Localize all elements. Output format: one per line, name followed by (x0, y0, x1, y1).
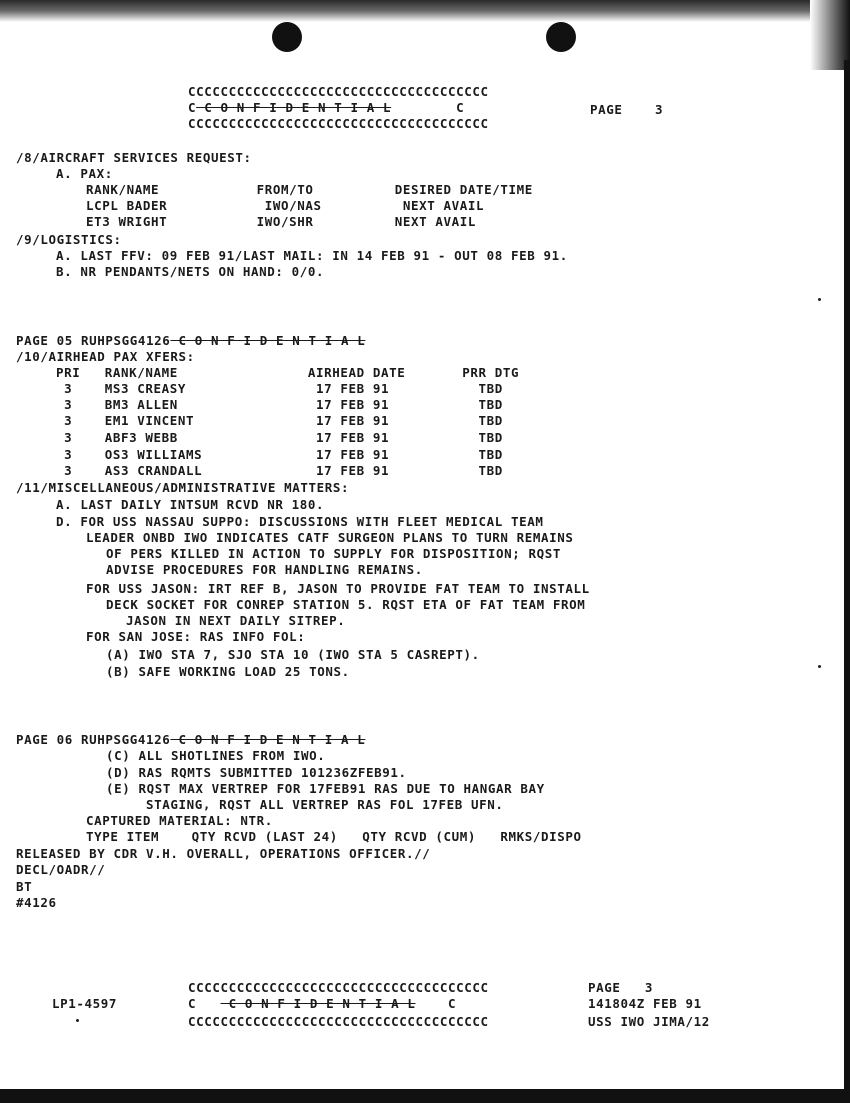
speck (818, 665, 821, 668)
text-line (588, 997, 702, 1011)
text-line (188, 997, 456, 1011)
line-text: LEADER ONBD IWO INDICATES CATF SURGEON PLANS TO TURN REMAINS (86, 530, 574, 545)
text-line (56, 431, 503, 445)
text-line (52, 997, 117, 1011)
line-text: FOR SAN JOSE: RAS INFO FOL: (86, 629, 306, 644)
line-text: ET3 WRIGHT IWO/SHR NEXT AVAIL (86, 214, 477, 229)
text-line (106, 648, 480, 662)
text-line (106, 598, 585, 612)
punch-hole-right (546, 22, 576, 52)
text-line (56, 382, 503, 396)
text-line (86, 531, 574, 545)
line-text: C (188, 996, 221, 1011)
line-text: A. LAST DAILY INTSUM RCVD NR 180. (56, 497, 325, 512)
text-line (86, 814, 273, 828)
text-line (16, 233, 122, 247)
line-text: B. NR PENDANTS/NETS ON HAND: 0/0. (56, 264, 325, 279)
classification-strikethrough: C O N F I D E N T I A L (196, 100, 392, 115)
text-line (16, 896, 57, 910)
text-line (86, 830, 582, 844)
text-line (188, 981, 489, 995)
text-line (106, 782, 545, 796)
speck (818, 298, 821, 301)
line-text: 141804Z FEB 91 (588, 996, 702, 1011)
line-text: /8/AIRCRAFT SERVICES REQUEST: (16, 150, 252, 165)
line-text: PRI RANK/NAME AIRHEAD DATE PRR DTG (56, 365, 520, 380)
classification-strikethrough: C O N F I D E N T I A L (220, 996, 416, 1011)
line-text: /9/LOGISTICS: (16, 232, 122, 247)
text-line (56, 398, 503, 412)
line-text: LCPL BADER IWO/NAS NEXT AVAIL (86, 198, 485, 213)
line-text: (E) RQST MAX VERTREP FOR 17FEB91 RAS DUE TO HANGAR BAY (106, 781, 545, 796)
text-line (56, 366, 519, 380)
line-text: PAGE 3 (590, 102, 664, 117)
text-line (86, 183, 533, 197)
line-text: BT (16, 879, 33, 894)
text-line (16, 481, 349, 495)
line-text: PAGE 06 RUHPSGG4126 (16, 732, 171, 747)
scan-top-edge (0, 0, 850, 22)
line-text-after: C (391, 100, 465, 115)
line-text: CCCCCCCCCCCCCCCCCCCCCCCCCCCCCCCCCCCCC (188, 84, 489, 99)
line-text: PAGE 3 (588, 980, 654, 995)
line-text: 3 ABF3 WEBB 17 FEB 91 TBD (56, 430, 503, 445)
scan-bottom-edge (0, 1089, 850, 1103)
text-line (56, 464, 503, 478)
line-text: C (188, 100, 197, 115)
text-line (86, 215, 476, 229)
line-text: #4126 (16, 895, 57, 910)
line-text: 3 OS3 WILLIAMS 17 FEB 91 TBD (56, 447, 503, 462)
classification-strikethrough: C O N F I D E N T I A L (170, 732, 366, 747)
text-line (56, 167, 113, 181)
text-line (126, 614, 345, 628)
text-line (588, 1015, 710, 1029)
line-text: CAPTURED MATERIAL: NTR. (86, 813, 273, 828)
line-text: DECK SOCKET FOR CONREP STATION 5. RQST ETA OF FAT TEAM FROM (106, 597, 586, 612)
line-text: USS IWO JIMA/12 (588, 1014, 710, 1029)
line-text: CCCCCCCCCCCCCCCCCCCCCCCCCCCCCCCCCCCCC (188, 116, 489, 131)
line-text: JASON IN NEXT DAILY SITREP. (126, 613, 346, 628)
line-text: /11/MISCELLANEOUS/ADMINISTRATIVE MATTERS: (16, 480, 350, 495)
text-line (590, 103, 663, 117)
line-text: 3 BM3 ALLEN 17 FEB 91 TBD (56, 397, 503, 412)
text-line (188, 101, 464, 115)
text-line (16, 880, 32, 894)
line-text: LP1-4597 (52, 996, 118, 1011)
line-text: A. LAST FFV: 09 FEB 91/LAST MAIL: IN 14 FEB 91 - OUT 08 FEB 91. (56, 248, 568, 263)
text-line (16, 151, 252, 165)
line-text: CCCCCCCCCCCCCCCCCCCCCCCCCCCCCCCCCCCCC (188, 1014, 489, 1029)
line-text: PAGE 05 RUHPSGG4126 (16, 333, 171, 348)
text-line (86, 199, 484, 213)
text-line (16, 847, 430, 861)
text-line (56, 515, 544, 529)
line-text: /10/AIRHEAD PAX XFERS: (16, 349, 195, 364)
line-text: (B) SAFE WORKING LOAD 25 TONS. (106, 664, 350, 679)
line-text: RANK/NAME FROM/TO DESIRED DATE/TIME (86, 182, 533, 197)
text-line (188, 1015, 489, 1029)
text-line (56, 498, 324, 512)
classification-strikethrough: C O N F I D E N T I A L (170, 333, 366, 348)
text-line (188, 117, 489, 131)
text-line (106, 563, 423, 577)
line-text: ADVISE PROCEDURES FOR HANDLING REMAINS. (106, 562, 423, 577)
text-line (86, 582, 590, 596)
speck (76, 1019, 79, 1022)
line-text: 3 AS3 CRANDALL 17 FEB 91 TBD (56, 463, 503, 478)
line-text: DECL/OADR// (16, 862, 106, 877)
text-line (56, 249, 568, 263)
scan-right-edge (844, 60, 850, 1100)
line-text: RELEASED BY CDR V.H. OVERALL, OPERATIONS OFFICER.// (16, 846, 431, 861)
text-line (16, 350, 195, 364)
line-text: OF PERS KILLED IN ACTION TO SUPPLY FOR DISPOSITION; RQST (106, 546, 562, 561)
line-text: 3 MS3 CREASY 17 FEB 91 TBD (56, 381, 503, 396)
line-text-after: C (415, 996, 457, 1011)
text-line (16, 334, 365, 348)
text-line (16, 863, 105, 877)
text-line (106, 547, 561, 561)
text-line (588, 981, 653, 995)
text-line (146, 798, 504, 812)
text-line (188, 85, 489, 99)
line-text: (A) IWO STA 7, SJO STA 10 (IWO STA 5 CASREPT). (106, 647, 480, 662)
line-text: STAGING, RQST ALL VERTREP RAS FOL 17FEB UFN. (146, 797, 504, 812)
text-line (56, 414, 503, 428)
text-line (106, 665, 350, 679)
text-line (16, 733, 365, 747)
text-line (86, 630, 305, 644)
line-text: CCCCCCCCCCCCCCCCCCCCCCCCCCCCCCCCCCCCC (188, 980, 489, 995)
line-text: A. PAX: (56, 166, 113, 181)
line-text: D. FOR USS NASSAU SUPPO: DISCUSSIONS WITH FLEET MEDICAL TEAM (56, 514, 544, 529)
line-text: FOR USS JASON: IRT REF B, JASON TO PROVIDE FAT TEAM TO INSTALL (86, 581, 590, 596)
text-line (106, 749, 325, 763)
text-line (56, 448, 503, 462)
punch-hole-left (272, 22, 302, 52)
line-text: (D) RAS RQMTS SUBMITTED 101236ZFEB91. (106, 765, 407, 780)
line-text: 3 EM1 VINCENT 17 FEB 91 TBD (56, 413, 503, 428)
line-text: (C) ALL SHOTLINES FROM IWO. (106, 748, 326, 763)
line-text: TYPE ITEM QTY RCVD (LAST 24) QTY RCVD (CUM) RMKS/DISPO (86, 829, 582, 844)
text-line (56, 265, 324, 279)
text-line (106, 766, 407, 780)
